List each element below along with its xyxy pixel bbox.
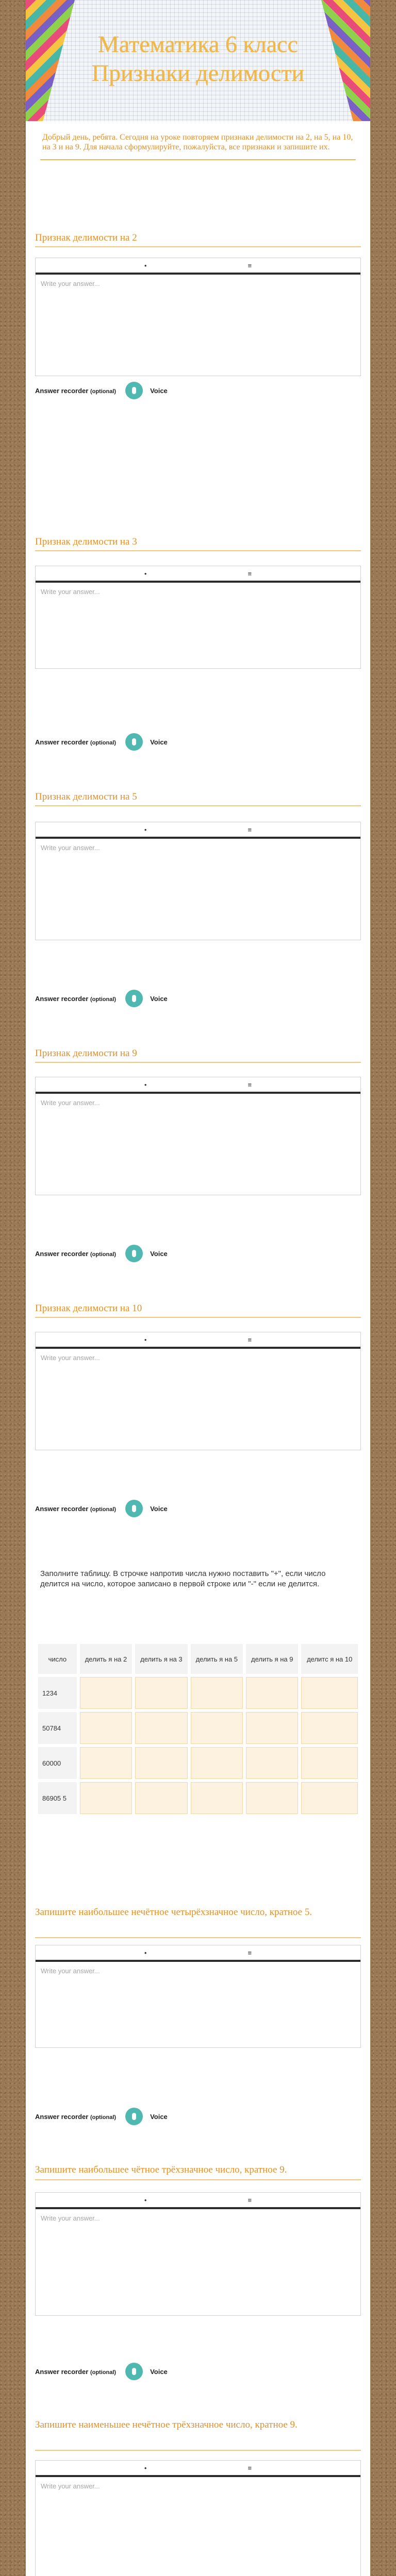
bullet-list-button[interactable]: • — [144, 1080, 147, 1089]
answer-placeholder: Write your answer... — [41, 1099, 100, 1107]
answer-editor[interactable] — [35, 2460, 361, 2576]
answer-cell[interactable] — [246, 1782, 298, 1814]
question-title: Признак делимости на 5 — [35, 791, 137, 802]
table-header: число — [38, 1644, 77, 1674]
editor-toolbar — [36, 1332, 360, 1349]
microphone-icon[interactable] — [125, 990, 143, 1007]
bullet-list-button[interactable]: • — [144, 261, 147, 269]
editor-toolbar — [36, 2461, 360, 2477]
answer-cell[interactable] — [246, 1747, 298, 1779]
recorder-optional: (optional) — [90, 739, 117, 746]
align-button[interactable]: ≡ — [248, 1335, 252, 1344]
answer-cell[interactable] — [301, 1712, 358, 1744]
editor-toolbar — [36, 2193, 360, 2209]
voice-button[interactable]: Voice — [150, 994, 168, 1003]
align-button[interactable]: ≡ — [248, 569, 252, 578]
align-button[interactable]: ≡ — [248, 261, 252, 269]
recorder-optional: (optional) — [90, 2114, 117, 2121]
answer-recorder — [35, 733, 168, 751]
answer-editor[interactable] — [35, 1077, 361, 1195]
microphone-icon[interactable] — [125, 2108, 143, 2125]
table-header: делить я на 3 — [135, 1644, 187, 1674]
table-header: делитс я на 10 — [301, 1644, 358, 1674]
answer-cell[interactable] — [301, 1747, 358, 1779]
recorder-optional: (optional) — [90, 1251, 117, 1258]
answer-placeholder: Write your answer... — [41, 2482, 100, 2490]
answer-recorder — [35, 2107, 168, 2126]
answer-cell[interactable] — [80, 1712, 132, 1744]
intro-text: Добрый день, ребята. Сегодня на уроке повторяем признаки делимости на 2, на 5, на 10, на 3 и на 9. Для начала сформулируйте, пожалуйста, все признаки и запишите их. — [40, 132, 356, 160]
bullet-list-button[interactable]: • — [144, 2196, 147, 2204]
align-button[interactable]: ≡ — [248, 2196, 252, 2204]
align-button[interactable]: ≡ — [248, 2464, 252, 2472]
recorder-label: Answer recorder — [35, 2367, 89, 2376]
voice-button[interactable]: Voice — [150, 2112, 168, 2121]
row-number: 1234 — [38, 1677, 77, 1709]
recorder-label: Answer recorder — [35, 386, 89, 395]
bullet-list-button[interactable]: • — [144, 1335, 147, 1344]
microphone-icon[interactable] — [125, 733, 143, 751]
answer-placeholder: Write your answer... — [41, 2214, 100, 2222]
align-button[interactable]: ≡ — [248, 825, 252, 834]
table-header-row — [38, 1644, 358, 1674]
question-rule — [35, 1937, 361, 1938]
answer-cell[interactable] — [80, 1747, 132, 1779]
answer-editor[interactable] — [35, 1332, 361, 1450]
table-row — [38, 1782, 358, 1814]
answer-cell[interactable] — [246, 1712, 298, 1744]
answer-cell[interactable] — [80, 1782, 132, 1814]
answer-placeholder: Write your answer... — [41, 1354, 100, 1362]
answer-cell[interactable] — [135, 1747, 187, 1779]
editor-toolbar — [36, 822, 360, 839]
worksheet-page — [26, 0, 370, 2576]
answer-recorder — [35, 2362, 168, 2381]
row-number: 50784 — [38, 1712, 77, 1744]
align-button[interactable]: ≡ — [248, 1948, 252, 1957]
recorder-optional: (optional) — [90, 2369, 117, 2376]
answer-cell[interactable] — [191, 1782, 243, 1814]
answer-placeholder: Write your answer... — [41, 588, 100, 596]
microphone-icon[interactable] — [125, 382, 143, 399]
question-title: Запишите наибольшее нечётное четырёхзначное число, кратное 5. — [35, 1907, 312, 1918]
table-header: делить я на 9 — [246, 1644, 298, 1674]
answer-cell[interactable] — [246, 1677, 298, 1709]
answer-placeholder: Write your answer... — [41, 280, 100, 287]
answer-cell[interactable] — [191, 1747, 243, 1779]
answer-cell[interactable] — [191, 1712, 243, 1744]
answer-cell[interactable] — [135, 1677, 187, 1709]
header-banner — [26, 0, 370, 121]
recorder-optional: (optional) — [90, 1506, 117, 1513]
recorder-optional: (optional) — [90, 996, 117, 1003]
editor-toolbar — [36, 1077, 360, 1094]
answer-recorder — [35, 989, 168, 1008]
answer-recorder — [35, 381, 168, 400]
recorder-optional: (optional) — [90, 388, 117, 395]
question-title: Признак делимости на 9 — [35, 1048, 137, 1059]
answer-cell[interactable] — [301, 1677, 358, 1709]
bullet-list-button[interactable]: • — [144, 1948, 147, 1957]
voice-button[interactable]: Voice — [150, 738, 168, 746]
answer-cell[interactable] — [191, 1677, 243, 1709]
question-rule — [35, 1062, 361, 1063]
answer-editor[interactable] — [35, 1945, 361, 2048]
answer-editor[interactable] — [35, 566, 361, 669]
question-rule — [35, 1317, 361, 1318]
question-rule — [35, 2450, 361, 2451]
title-line-2: Признаки делимости — [91, 60, 305, 86]
question-title: Признак делимости на 10 — [35, 1303, 142, 1314]
editor-toolbar — [36, 566, 360, 583]
voice-button[interactable]: Voice — [150, 1249, 168, 1258]
answer-placeholder: Write your answer... — [41, 1967, 100, 1975]
title-line-1: Математика 6 класс — [97, 31, 298, 57]
recorder-label: Answer recorder — [35, 2112, 89, 2121]
table-row — [38, 1677, 358, 1709]
microphone-icon[interactable] — [125, 2363, 143, 2380]
voice-button[interactable]: Voice — [150, 386, 168, 395]
page-title — [26, 30, 370, 88]
answer-editor[interactable] — [35, 258, 361, 376]
table-row — [38, 1747, 358, 1779]
question-title: Запишите наибольшее чётное трёхзначное число, кратное 9. — [35, 2164, 287, 2175]
question-rule — [35, 2179, 361, 2180]
microphone-icon[interactable] — [125, 1500, 143, 1517]
table-header: делить я на 2 — [80, 1644, 132, 1674]
answer-cell[interactable] — [135, 1782, 187, 1814]
question-rule — [35, 550, 361, 551]
voice-button[interactable]: Voice — [150, 2367, 168, 2376]
voice-button[interactable]: Voice — [150, 1504, 168, 1513]
question-title: Признак делимости на 3 — [35, 536, 137, 547]
table-instruction: Заполните таблицу. В строчке напротив числа нужно поставить "+", если число делится на число, которое записано в первой строке или "-" если не делится. — [40, 1569, 326, 1588]
row-number: 60000 — [38, 1747, 77, 1779]
bullet-list-button[interactable]: • — [144, 569, 147, 578]
align-button[interactable]: ≡ — [248, 1080, 252, 1089]
recorder-label: Answer recorder — [35, 994, 89, 1003]
answer-editor[interactable] — [35, 822, 361, 940]
recorder-label: Answer recorder — [35, 1249, 89, 1258]
answer-cell[interactable] — [135, 1712, 187, 1744]
answer-recorder — [35, 1499, 168, 1518]
recorder-label: Answer recorder — [35, 1504, 89, 1513]
answer-editor[interactable] — [35, 2192, 361, 2316]
question-title: Запишите наименьшее нечётное трёхзначное число, кратное 9. — [35, 2419, 298, 2430]
question-rule — [35, 805, 361, 806]
row-number: 86905 5 — [38, 1782, 77, 1814]
question-title: Признак делимости на 2 — [35, 232, 137, 243]
recorder-label: Answer recorder — [35, 738, 89, 746]
bullet-list-button[interactable]: • — [144, 2464, 147, 2472]
answer-placeholder: Write your answer... — [41, 844, 100, 852]
bullet-list-button[interactable]: • — [144, 825, 147, 834]
editor-toolbar — [36, 258, 360, 275]
table-header: делить я на 5 — [191, 1644, 243, 1674]
microphone-icon[interactable] — [125, 1245, 143, 1262]
question-rule — [35, 246, 361, 247]
answer-cell[interactable] — [80, 1677, 132, 1709]
table-row — [38, 1712, 358, 1744]
editor-toolbar — [36, 1945, 360, 1962]
answer-recorder — [35, 1244, 168, 1263]
answer-cell[interactable] — [301, 1782, 358, 1814]
divisibility-table — [35, 1641, 361, 1817]
